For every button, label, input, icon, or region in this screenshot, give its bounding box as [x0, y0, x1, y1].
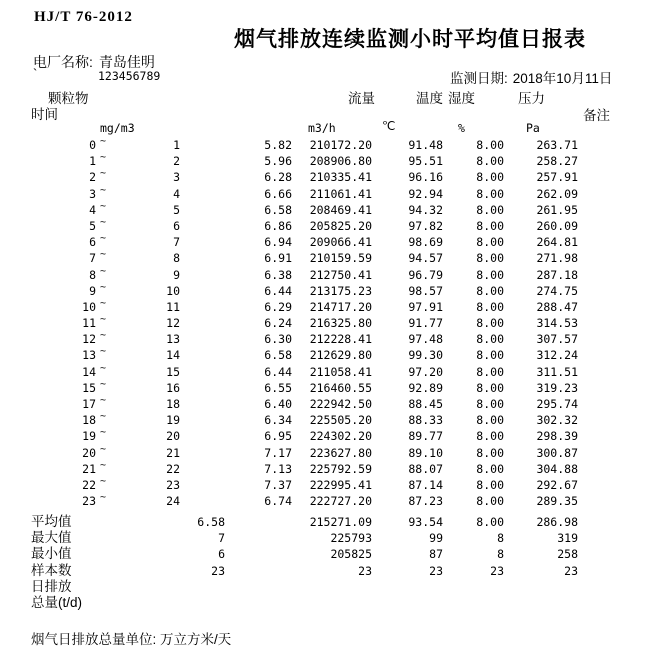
table-row [0, 412, 657, 428]
cell-hour-from: 2 [89, 170, 96, 185]
cell-pm-value: 6.29 [264, 299, 292, 314]
cell-pressure-value: 298.39 [536, 429, 578, 444]
cell-flow-value: 212750.41 [309, 267, 372, 282]
cell-pm-value: 6.58 [197, 515, 225, 529]
tilde-separator: ~ [100, 249, 107, 261]
cell-humidity-value: 8.00 [476, 154, 504, 169]
cell-pm-value: 6.91 [264, 251, 292, 266]
tilde-separator: ~ [100, 184, 107, 196]
cell-flow-value: 211058.41 [309, 364, 372, 379]
cell-pm-value: 5.96 [264, 154, 292, 169]
cell-temperature-value: 88.45 [408, 397, 443, 411]
cell-pressure-value: 304.88 [536, 461, 578, 476]
cell-hour-from: 18 [82, 413, 96, 428]
unit-flow: m3/h [308, 121, 336, 135]
cell-temperature-value: 98.69 [408, 235, 443, 250]
cell-flow-value: 222942.50 [309, 397, 372, 411]
cell-hour-from: 23 [82, 494, 96, 509]
table-row [0, 364, 657, 380]
plant-name-value: 青岛佳明 [98, 54, 155, 70]
cell-flow-value: 216325.80 [309, 316, 372, 331]
cell-temperature-value: 97.82 [408, 218, 443, 233]
col-header-pollutant: 颗粒物 [48, 91, 89, 106]
cell-hour-from: 3 [89, 186, 96, 201]
cell-pressure-value: 289.35 [536, 494, 578, 509]
cell-hour-from: 6 [89, 235, 96, 250]
table-row [0, 477, 657, 493]
cell-hour-from: 19 [82, 429, 96, 444]
cell-pm-value: 6.38 [264, 267, 292, 282]
cell-pressure-value: 271.98 [536, 251, 578, 266]
cell-hour-to: 14 [166, 348, 180, 363]
cell-humidity-value: 8 [497, 531, 504, 546]
unit-pressure: Pa [526, 121, 540, 135]
summary-row-label: 平均值 [31, 514, 72, 529]
monitor-date-value: 2018年10月11日 [512, 71, 613, 86]
tilde-separator: ~ [100, 200, 107, 212]
cell-flow-value: 223627.80 [309, 445, 372, 460]
cell-hour-to: 16 [166, 380, 180, 395]
summary-rows [0, 514, 657, 611]
tilde-separator: ~ [100, 346, 107, 358]
cell-pm-value: 6.30 [264, 332, 292, 347]
tilde-separator: ~ [100, 395, 107, 406]
tilde-separator: ~ [100, 475, 107, 487]
cell-temperature-value: 98.57 [408, 283, 443, 298]
cell-pressure-value: 258.27 [536, 154, 578, 169]
cell-hour-to: 23 [166, 477, 180, 492]
cell-pm-value: 6.95 [264, 429, 292, 444]
cell-hour-to: 18 [166, 397, 180, 411]
cell-humidity-value: 8.00 [476, 251, 504, 266]
cell-hour-from: 22 [82, 477, 96, 492]
cell-humidity-value: 23 [490, 563, 504, 578]
unit-temperature: ℃ [382, 119, 396, 133]
tilde-separator: ~ [100, 314, 107, 326]
cell-flow-value: 210172.20 [309, 138, 372, 152]
tilde-separator: ~ [100, 136, 107, 147]
cell-temperature-value: 87 [429, 547, 443, 562]
cell-hour-from: 5 [89, 218, 96, 233]
cell-flow-value: 225793 [330, 531, 372, 546]
table-row [0, 347, 657, 363]
table-row [0, 218, 657, 234]
cell-humidity-value: 8.00 [476, 202, 504, 217]
summary-row [0, 546, 657, 562]
cell-flow-value: 205825.20 [309, 218, 372, 233]
summary-row [0, 530, 657, 546]
cell-pressure-value: 288.47 [536, 299, 578, 314]
cell-hour-from: 1 [89, 154, 96, 169]
cell-hour-from: 15 [82, 380, 96, 395]
tilde-separator: ~ [100, 168, 107, 180]
cell-flow-value: 213175.23 [309, 283, 372, 298]
cell-pressure-value: 295.74 [536, 397, 578, 411]
cell-pm-value: 6.28 [264, 170, 292, 185]
col-header-temperature: 温度 [416, 91, 443, 106]
cell-pressure-value: 23 [564, 563, 578, 578]
cell-pressure-value: 312.24 [536, 348, 578, 363]
cell-hour-to: 6 [173, 218, 180, 233]
cell-humidity-value: 8 [497, 547, 504, 562]
table-row [0, 202, 657, 218]
cell-hour-to: 3 [173, 170, 180, 185]
col-header-remark: 备注 [583, 108, 610, 123]
cell-humidity-value: 8.00 [476, 138, 504, 152]
cell-pressure-value: 286.98 [536, 515, 578, 529]
cell-temperature-value: 23 [429, 563, 443, 578]
tilde-separator: ~ [100, 233, 107, 245]
cell-hour-to: 7 [173, 235, 180, 250]
cell-hour-to: 21 [166, 445, 180, 460]
cell-temperature-value: 93.54 [408, 515, 443, 529]
cell-hour-from: 12 [82, 332, 96, 347]
cell-hour-to: 11 [166, 299, 180, 314]
cell-pressure-value: 287.18 [536, 267, 578, 282]
cell-pm-value: 7.13 [264, 461, 292, 476]
cell-flow-value: 224302.20 [309, 429, 372, 444]
cell-humidity-value: 8.00 [476, 283, 504, 298]
table-row [0, 299, 657, 315]
cell-pressure-value: 274.75 [536, 283, 578, 298]
cell-hour-to: 4 [173, 186, 180, 201]
tilde-separator: ~ [100, 152, 107, 164]
cell-hour-from: 17 [82, 397, 96, 411]
tilde-separator: ~ [100, 362, 107, 374]
cell-hour-to: 13 [166, 332, 180, 347]
cell-humidity-value: 8.00 [476, 186, 504, 201]
cell-temperature-value: 92.89 [408, 380, 443, 395]
unit-pm: mg/m3 [100, 121, 135, 135]
summary-row [0, 563, 657, 579]
cell-hour-from: 21 [82, 461, 96, 476]
cell-pm-value: 6.58 [264, 348, 292, 363]
cell-pressure-value: 319 [557, 531, 578, 546]
cell-temperature-value: 89.10 [408, 445, 443, 460]
cell-hour-from: 4 [89, 202, 96, 217]
cell-flow-value: 225792.59 [309, 461, 372, 476]
cell-hour-from: 13 [82, 348, 96, 363]
report-title: 烟气排放连续监测小时平均值日报表 [234, 28, 586, 51]
cell-pressure-value: 311.51 [536, 364, 578, 379]
cell-flow-value: 210159.59 [309, 251, 372, 266]
cell-humidity-value: 8.00 [476, 515, 504, 529]
cell-humidity-value: 8.00 [476, 429, 504, 444]
tilde-separator: ~ [100, 459, 107, 471]
table-row [0, 315, 657, 331]
plant-code: 123456789 [98, 69, 161, 83]
cell-pm-value: 5.82 [264, 138, 292, 152]
cell-hour-to: 12 [166, 316, 180, 331]
tilde-separator: ~ [100, 427, 107, 439]
cell-pm-value: 6.44 [264, 364, 292, 379]
footer-note: 烟气日排放总量单位: 万立方米/天 [31, 632, 232, 647]
summary-row [0, 514, 657, 530]
cell-pm-value: 7.17 [264, 445, 292, 460]
cell-humidity-value: 8.00 [476, 235, 504, 250]
table-row [0, 234, 657, 250]
cell-pm-value: 23 [211, 563, 225, 578]
cell-temperature-value: 99.30 [408, 348, 443, 363]
cell-hour-to: 20 [166, 429, 180, 444]
cell-flow-value: 214717.20 [309, 299, 372, 314]
cell-hour-to: 22 [166, 461, 180, 476]
standard-number: HJ/T 76-2012 [34, 9, 133, 25]
cell-pressure-value: 260.09 [536, 218, 578, 233]
cell-humidity-value: 8.00 [476, 267, 504, 282]
monitor-date-row [450, 67, 612, 87]
cell-temperature-value: 94.32 [408, 202, 443, 217]
cell-flow-value: 23 [358, 563, 372, 578]
cell-temperature-value: 96.79 [408, 267, 443, 282]
cell-temperature-value: 97.48 [408, 332, 443, 347]
tilde-separator: ~ [100, 378, 107, 390]
table-row [0, 250, 657, 266]
table-row [0, 380, 657, 396]
tilde-separator: ~ [100, 265, 107, 277]
cell-hour-from: 14 [82, 364, 96, 379]
cell-pressure-value: 262.09 [536, 186, 578, 201]
cell-pm-value: 6.58 [264, 202, 292, 217]
cell-temperature-value: 89.77 [408, 429, 443, 444]
cell-humidity-value: 8.00 [476, 477, 504, 492]
cell-pressure-value: 258 [557, 547, 578, 562]
cell-humidity-value: 8.00 [476, 332, 504, 347]
cell-hour-from: 0 [89, 138, 96, 152]
cell-pressure-value: 263.71 [536, 138, 578, 152]
cell-hour-to: 8 [173, 251, 180, 266]
cell-humidity-value: 8.00 [476, 413, 504, 428]
col-header-humidity: 湿度 [448, 91, 475, 106]
cell-pm-value: 7 [218, 531, 225, 546]
cell-pressure-value: 300.87 [536, 445, 578, 460]
cell-flow-value: 211061.41 [309, 186, 372, 201]
tilde-separator: ~ [100, 216, 107, 228]
summary-row-label: 最大值 [31, 530, 72, 546]
cell-hour-to: 10 [166, 283, 180, 298]
cell-pm-value: 6.94 [264, 235, 292, 250]
table-row [0, 137, 657, 153]
cell-humidity-value: 8.00 [476, 380, 504, 395]
cell-temperature-value: 95.51 [408, 154, 443, 169]
cell-hour-to: 1 [173, 138, 180, 152]
cell-pressure-value: 257.91 [536, 170, 578, 185]
cell-flow-value: 225505.20 [309, 413, 372, 428]
cell-humidity-value: 8.00 [476, 299, 504, 314]
cell-flow-value: 215271.09 [309, 515, 372, 529]
cell-hour-to: 2 [173, 154, 180, 169]
cell-pm-value: 6.44 [264, 283, 292, 298]
cell-pm-value: 6.66 [264, 186, 292, 201]
col-header-pressure: 压力 [518, 91, 545, 106]
hourly-data-rows [0, 137, 657, 509]
cell-humidity-value: 8.00 [476, 445, 504, 460]
cell-temperature-value: 87.14 [408, 477, 443, 492]
cell-hour-from: 11 [82, 316, 96, 331]
plant-name-label: 电厂名称: [33, 54, 93, 70]
cell-hour-to: 9 [173, 267, 180, 282]
unit-humidity: % [458, 121, 465, 135]
table-row [0, 186, 657, 202]
cell-temperature-value: 99 [429, 531, 443, 546]
cell-temperature-value: 96.16 [408, 170, 443, 185]
tilde-separator: ~ [100, 330, 107, 342]
cell-hour-from: 20 [82, 445, 96, 460]
summary-row [0, 595, 657, 611]
table-row [0, 331, 657, 347]
cell-pm-value: 6.40 [264, 397, 292, 411]
col-header-time: 时间 [31, 107, 58, 122]
summary-row-label: 最小值 [31, 546, 72, 562]
cell-humidity-value: 8.00 [476, 364, 504, 379]
cell-hour-from: 9 [89, 283, 96, 298]
cell-temperature-value: 94.57 [408, 251, 443, 266]
cell-hour-to: 24 [166, 494, 180, 509]
cell-humidity-value: 8.00 [476, 218, 504, 233]
monitor-date-label: 监测日期: [450, 71, 508, 86]
cell-temperature-value: 97.20 [408, 364, 443, 379]
tilde-separator: ~ [100, 281, 107, 293]
table-row [0, 169, 657, 185]
col-header-flow: 流量 [348, 91, 375, 106]
cell-temperature-value: 87.23 [408, 494, 443, 509]
tilde-separator: ~ [100, 297, 107, 309]
cell-pressure-value: 292.67 [536, 477, 578, 492]
cell-hour-to: 15 [166, 364, 180, 379]
table-row [0, 445, 657, 461]
cell-flow-value: 222727.20 [309, 494, 372, 509]
cell-flow-value: 212228.41 [309, 332, 372, 347]
cell-hour-from: 7 [89, 251, 96, 266]
cell-flow-value: 222995.41 [309, 477, 372, 492]
cell-humidity-value: 8.00 [476, 461, 504, 476]
table-row [0, 461, 657, 477]
table-row [0, 153, 657, 169]
cell-temperature-value: 92.94 [408, 186, 443, 201]
summary-row [0, 579, 657, 595]
cell-humidity-value: 8.00 [476, 170, 504, 185]
cell-pressure-value: 319.23 [536, 380, 578, 395]
cell-temperature-value: 88.07 [408, 461, 443, 476]
cell-hour-from: 10 [82, 299, 96, 314]
summary-row-label: 总量(t/d) [31, 594, 83, 610]
tilde-separator: ~ [100, 411, 107, 423]
plant-mark: ` [33, 66, 38, 81]
cell-humidity-value: 8.00 [476, 316, 504, 331]
table-row [0, 493, 657, 509]
cell-hour-from: 8 [89, 267, 96, 282]
table-row [0, 283, 657, 299]
tilde-separator: ~ [100, 443, 107, 455]
table-row [0, 428, 657, 444]
cell-flow-value: 210335.41 [309, 170, 372, 185]
cell-hour-to: 19 [166, 413, 180, 428]
cell-flow-value: 212629.80 [309, 348, 372, 363]
cell-pm-value: 7.37 [264, 477, 292, 492]
cell-humidity-value: 8.00 [476, 397, 504, 411]
cell-humidity-value: 8.00 [476, 494, 504, 509]
cell-pm-value: 6.55 [264, 380, 292, 395]
cell-flow-value: 208906.80 [309, 154, 372, 169]
cell-temperature-value: 88.33 [408, 413, 443, 428]
table-row [0, 396, 657, 412]
cell-flow-value: 208469.41 [309, 202, 372, 217]
table-row [0, 267, 657, 283]
summary-row-label: 日排放 [31, 578, 72, 594]
cell-pm-value: 6.86 [264, 218, 292, 233]
cell-flow-value: 216460.55 [309, 380, 372, 395]
cell-temperature-value: 91.77 [408, 316, 443, 331]
tilde-separator: ~ [100, 492, 107, 504]
cell-pm-value: 6.74 [264, 494, 292, 509]
cell-hour-to: 5 [173, 202, 180, 217]
cell-pm-value: 6.34 [264, 413, 292, 428]
cell-temperature-value: 91.48 [408, 138, 443, 152]
cell-flow-value: 205825 [330, 547, 372, 562]
cell-pressure-value: 264.81 [536, 235, 578, 250]
cell-humidity-value: 8.00 [476, 348, 504, 363]
cell-pressure-value: 302.32 [536, 413, 578, 428]
cell-flow-value: 209066.41 [309, 235, 372, 250]
cell-pressure-value: 261.95 [536, 202, 578, 217]
cell-pressure-value: 314.53 [536, 316, 578, 331]
cell-temperature-value: 97.91 [408, 299, 443, 314]
cell-pm-value: 6 [218, 547, 225, 562]
cell-pressure-value: 307.57 [536, 332, 578, 347]
summary-row-label: 样本数 [31, 562, 72, 578]
cell-pm-value: 6.24 [264, 316, 292, 331]
